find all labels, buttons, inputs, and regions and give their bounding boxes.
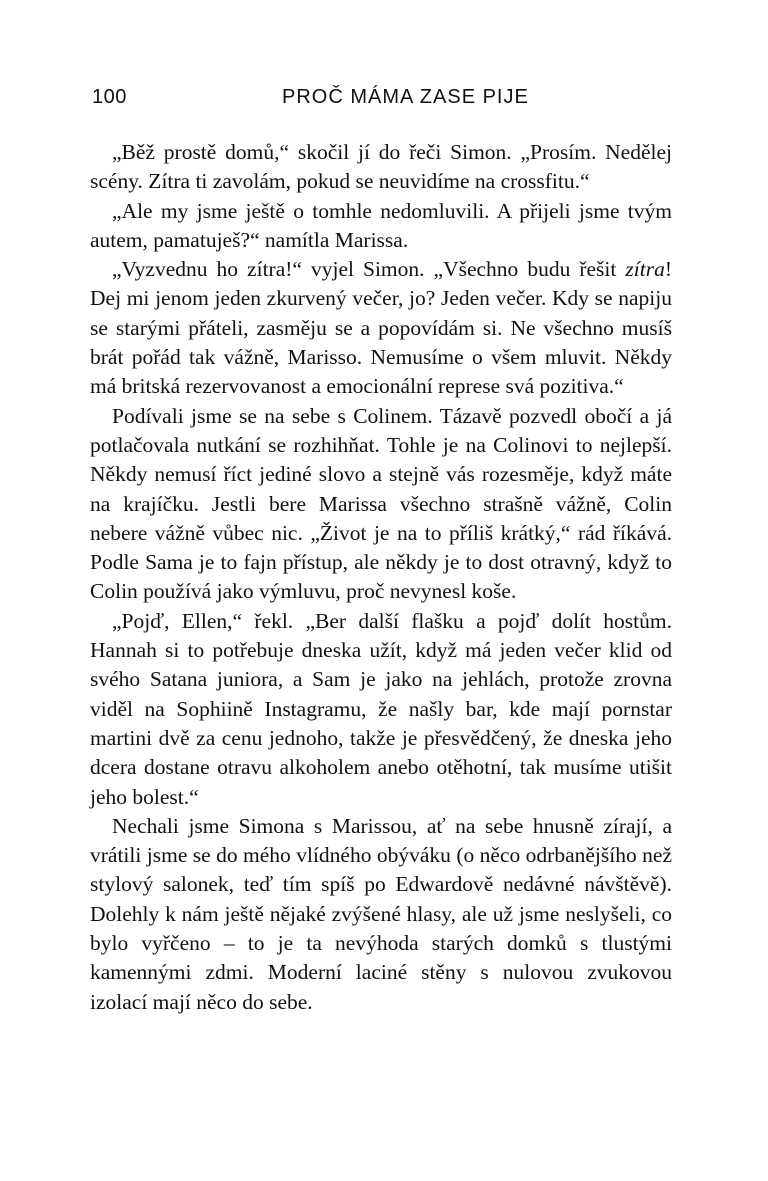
paragraph-1: „Běž prostě domů,“ skočil jí do řeči Simon. „Prosím. Nedělej scény. Zítra ti zavolám, pokud se neuvidíme na crossfitu.“ (90, 140, 672, 194)
emphasis-zitra: zítra (625, 257, 665, 282)
paragraph-3 (90, 255, 672, 401)
paragraph-3-start: „Vyzvednu ho zítra!“ vyjel Simon. „Všechno budu řešit (112, 257, 626, 282)
paragraph-3-end: ! Dej mi jenom jeden zkurvený večer, jo? Jeden večer. Kdy se napiju se starými přáteli, zasměju se a popovídám si. Ne všechno musíš brát pořád tak vážně, Marisso. Nemusíme o všem mluvit. Někdy má britská rezervovanost a emocionální represe svá pozitiva.“ (90, 257, 672, 399)
paragraph-4: Podívali jsme se na sebe s Colinem. Tázavě pozvedl obočí a já potlačovala nutkání se rozhihňat. Tohle je na Colinovi to nejlepší. Někdy nemusí říct jediné slovo a stejně vás rozesměje, když máte na krajíčku. Jestli bere Marissa všechno strašně vážně, Colin nebere vážně vůbec nic. „Život je na to příliš krátký,“ rád říkává. Podle Sama je to fajn přístup, ale někdy je to dost otravný, když to Colin používá jako výmluvu, proč nevynesl koše. (90, 403, 672, 604)
running-title: PROČ MÁMA ZASE PIJE (282, 86, 529, 108)
page-number: 100 (92, 86, 127, 108)
body-text (90, 138, 672, 1017)
page-header (92, 86, 674, 116)
paragraph-2: „Ale my jsme ještě o tomhle nedomluvili. A přijeli jsme tvým autem, pamatuješ?“ namítla Marissa. (90, 198, 672, 252)
paragraph-6: Nechali jsme Simona s Marissou, ať na sebe hnusně zírají, a vrátili jsme se do mého vlídného obýváku (o něco odrbanějšího než stylový salonek, teď tím spíš po Edwardově nedávné návštěvě). Dolehly k nám ještě nějaké zvýšené hlasy, ale už jsme neslyšeli, co bylo vyřčeno – to je ta nevýhoda starých domků s tlustými kamennými zdmi. Moderní laciné stěny s nulovou zvukovou izolací mají něco do sebe. (90, 813, 672, 1014)
paragraph-5: „Pojď, Ellen,“ řekl. „Ber další flašku a pojď dolít hostům. Hannah si to potřebuje dneska užít, když má jeden večer klid od svého Satana juniora, a Sam je jako na jehlách, protože zrovna viděl na Sophiině Instagramu, že našly bar, kde mají pornstar martini dvě za cenu jednoho, takže je přesvědčený, že dneska jeho dcera dostane otravu alkoholem anebo otěhotní, tak musíme utišit jeho bolest.“ (90, 608, 672, 809)
